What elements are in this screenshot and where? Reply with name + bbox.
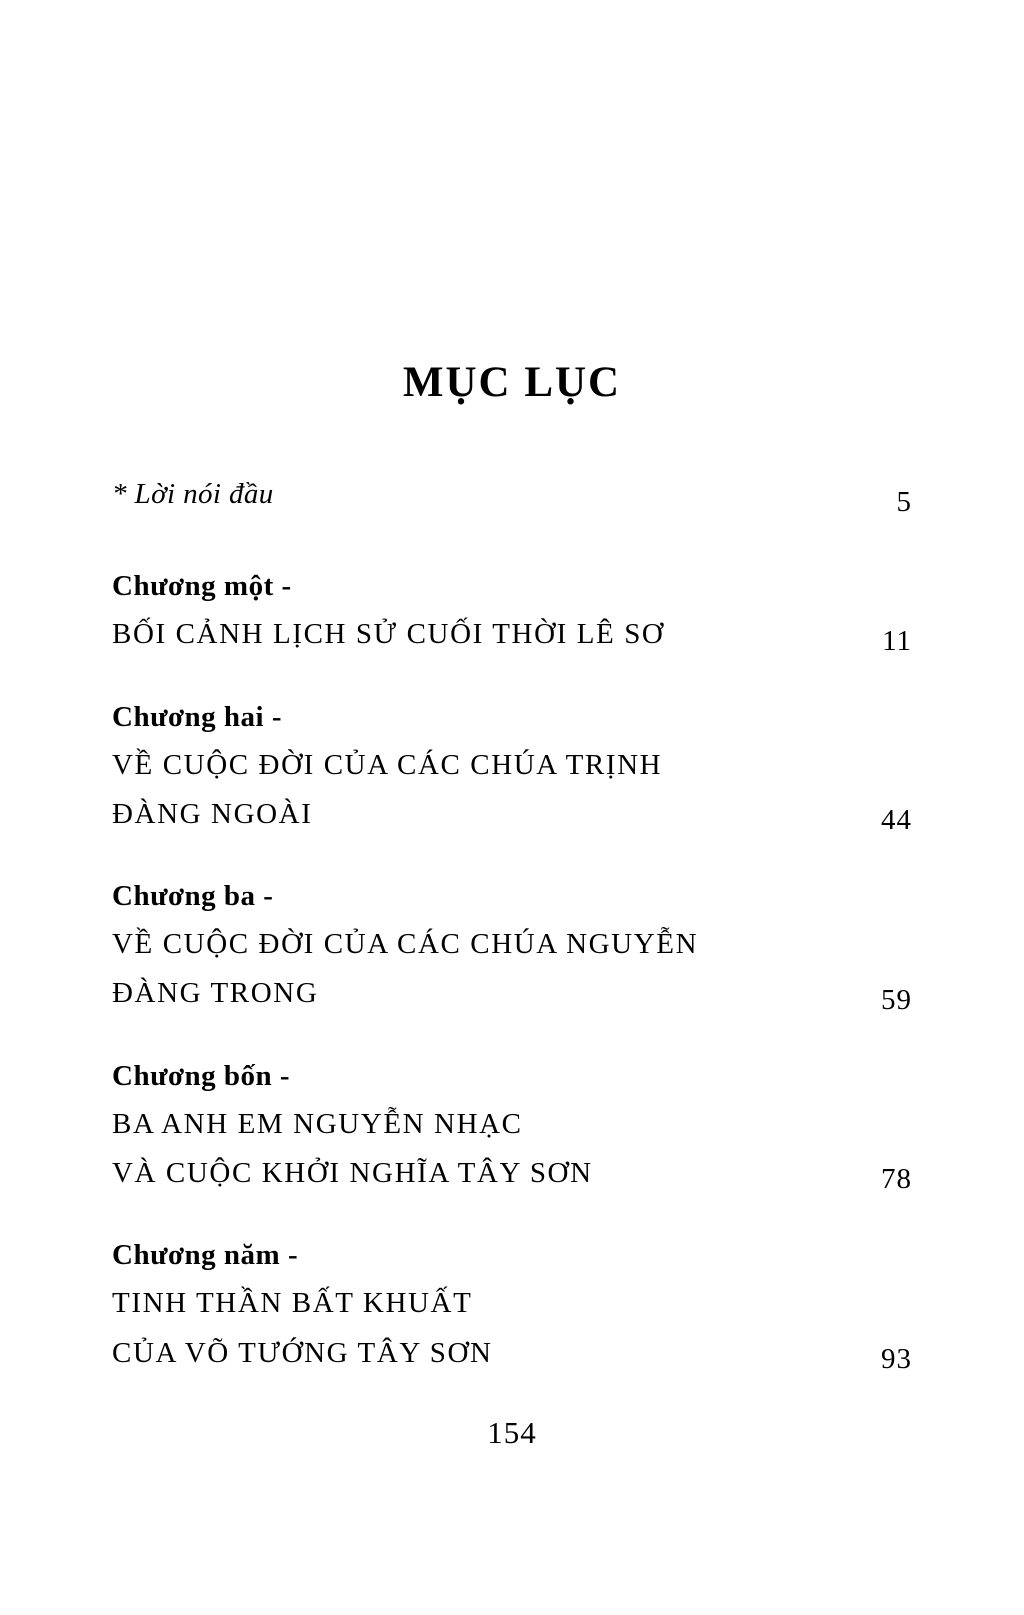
toc-entry-line: * Lời nói đầu xyxy=(112,478,274,510)
toc-entry-text xyxy=(112,470,772,519)
page-folio: 154 xyxy=(487,1415,537,1450)
toc-entry-line: VÀ CUỘC KHỞI NGHĨA TÂY SƠN xyxy=(112,1156,593,1189)
toc-entry-line: BỐI CẢNH LỊCH SỬ CUỐI THỜI LÊ SƠ xyxy=(112,618,665,651)
toc-entry[interactable] xyxy=(112,470,912,519)
toc-entry-page: 78 xyxy=(881,1163,912,1196)
toc-entry-line: VỀ CUỘC ĐỜI CỦA CÁC CHÚA NGUYỄN xyxy=(112,928,699,961)
toc-entry-line: VỀ CUỘC ĐỜI CỦA CÁC CHÚA TRỊNH xyxy=(112,748,663,781)
toc-entry-line: ĐÀNG TRONG xyxy=(112,977,319,1010)
toc-entry-text xyxy=(112,873,772,1019)
toc-entry-text xyxy=(112,1232,772,1378)
toc-entry[interactable] xyxy=(112,873,912,1019)
toc-entry[interactable] xyxy=(112,694,912,840)
toc-entry[interactable] xyxy=(112,1053,912,1199)
toc-entry-page: 11 xyxy=(882,624,912,657)
toc-entry-label: Chương một - xyxy=(112,570,292,603)
toc-entry-page: 5 xyxy=(896,486,912,519)
toc-entry-line: BA ANH EM NGUYỄN NHẠC xyxy=(112,1107,523,1140)
toc-entry-text xyxy=(112,694,772,840)
toc-entry[interactable] xyxy=(112,563,912,659)
toc-entry-page: 59 xyxy=(881,983,912,1016)
toc-entry[interactable] xyxy=(112,1232,912,1378)
toc-entry-line: CỦA VÕ TƯỚNG TÂY SƠN xyxy=(112,1336,493,1369)
toc-entry-page: 44 xyxy=(881,804,912,837)
toc-entry-line: TINH THẦN BẤT KHUẤT xyxy=(112,1287,473,1320)
toc-entry-page: 93 xyxy=(881,1342,912,1375)
toc-entry-label: Chương bốn - xyxy=(112,1059,291,1092)
toc-entry-text xyxy=(112,1053,772,1199)
table-of-contents xyxy=(112,470,912,1412)
toc-entry-label: Chương năm - xyxy=(112,1239,299,1272)
page-title: MỤC LỤC xyxy=(402,359,622,406)
toc-entry-label: Chương hai - xyxy=(112,700,283,733)
toc-entry-label: Chương ba - xyxy=(112,880,274,913)
toc-entry-text xyxy=(112,563,772,659)
toc-entry-line: ĐÀNG NGOÀI xyxy=(112,797,313,830)
